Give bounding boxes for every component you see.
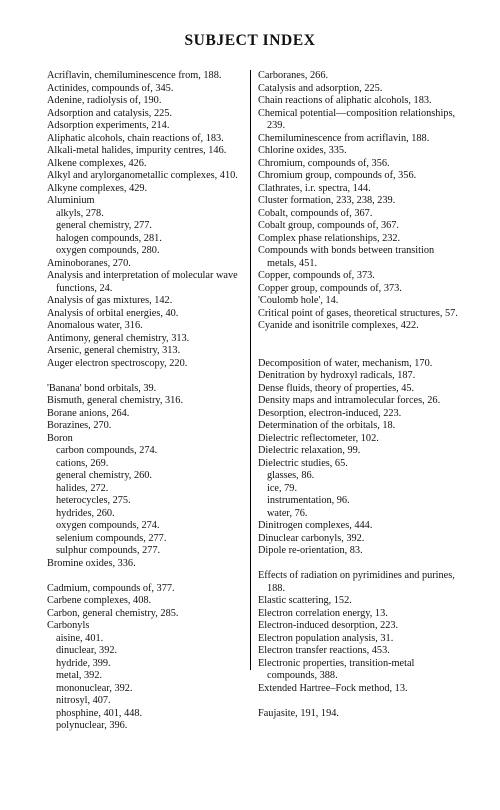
index-entry: Aluminium bbox=[47, 195, 95, 206]
page-title: SUBJECT INDEX bbox=[184, 32, 316, 49]
index-entry: Decomposition of water, mechanism, 170. bbox=[258, 357, 433, 369]
index-entry: Bismuth, general chemistry, 316. bbox=[47, 395, 184, 406]
index-entry: Arsenic, general chemistry, 313. bbox=[47, 345, 181, 356]
index-column-right bbox=[258, 70, 463, 720]
index-entry: Dinuclear carbonyls, 392. bbox=[258, 532, 365, 544]
index-subentry: halogen compounds, 281. bbox=[56, 232, 162, 244]
index-entry: Elastic scattering, 152. bbox=[258, 595, 352, 606]
index-entry: Chemical potential—composition relationships, 239. bbox=[258, 107, 456, 131]
index-entry: Electronic properties, transition-metal compounds, 388. bbox=[258, 657, 415, 681]
index-entry: Dielectric studies, 65. bbox=[258, 457, 348, 469]
index-entry: Extended Hartree–Fock method, 13. bbox=[258, 682, 408, 694]
index-entry: Dinitrogen complexes, 444. bbox=[258, 520, 373, 531]
index-subentry: instrumentation, 96. bbox=[267, 495, 350, 506]
column-divider bbox=[250, 70, 251, 670]
index-entry: Chain reactions of aliphatic alcohols, 183. bbox=[258, 95, 432, 106]
index-entry: Adsorption and catalysis, 225. bbox=[47, 107, 172, 119]
section-gap bbox=[258, 695, 463, 708]
index-subentry: nitrosyl, 407. bbox=[56, 695, 111, 706]
index-entry: Analysis of gas mixtures, 142. bbox=[47, 295, 173, 306]
index-subentry: sulphur compounds, 277. bbox=[56, 545, 161, 556]
index-entry: Complex phase relationships, 232. bbox=[258, 232, 401, 244]
index-subentry: polynuclear, 396. bbox=[56, 720, 128, 731]
index-entry: Alkali-metal halides, impurity centres, 146. bbox=[47, 145, 227, 156]
index-subentry: selenium compounds, 277. bbox=[56, 532, 167, 544]
index-entry: Electron correlation energy, 13. bbox=[258, 607, 388, 619]
index-entry: Clathrates, i.r. spectra, 144. bbox=[258, 182, 371, 194]
index-entry: Density maps and intramolecular forces, 26. bbox=[258, 395, 441, 406]
index-entry: Catalysis and adsorption, 225. bbox=[258, 82, 383, 94]
index-entry: Cadmium, compounds of, 377. bbox=[47, 582, 175, 594]
index-entry: Faujasite, 191, 194. bbox=[258, 707, 339, 719]
index-entry: Cluster formation, 233, 238, 239. bbox=[258, 195, 396, 206]
index-entry: Analysis of orbital energies, 40. bbox=[47, 307, 179, 319]
index-entry: Alkyl and arylorganometallic complexes, 410. bbox=[47, 170, 238, 181]
index-entry: Analysis and interpretation of molecular wave functions, 24. bbox=[47, 270, 238, 294]
index-entry: Borazines, 270. bbox=[47, 420, 112, 431]
index-column-left bbox=[47, 70, 243, 733]
section-gap bbox=[47, 370, 243, 383]
index-entry: Chemiluminescence from acriflavin, 188. bbox=[258, 132, 430, 144]
index-subentry: mononuclear, 392. bbox=[56, 682, 133, 694]
index-entry: Carboranes, 266. bbox=[258, 70, 329, 81]
index-subentry: hydrides, 260. bbox=[56, 507, 115, 519]
index-entry: Desorption, electron-induced, 223. bbox=[258, 407, 402, 419]
index-entry: Boron bbox=[47, 432, 73, 444]
index-subentry: glasses, 86. bbox=[267, 470, 315, 481]
index-entry: Chlorine oxides, 335. bbox=[258, 145, 347, 156]
index-subentry: carbon compounds, 274. bbox=[56, 445, 158, 456]
index-entry: Electron-induced desorption, 223. bbox=[258, 620, 399, 631]
index-entry: 'Banana' bond orbitals, 39. bbox=[47, 382, 157, 394]
index-entry: Chromium group, compounds of, 356. bbox=[258, 170, 417, 181]
index-entry: 'Coulomb hole', 14. bbox=[258, 295, 339, 306]
index-subentry: general chemistry, 277. bbox=[56, 220, 152, 231]
index-entry: Denitration by hydroxyl radicals, 187. bbox=[258, 370, 416, 381]
index-entry: Actinides, compounds of, 345. bbox=[47, 82, 174, 94]
index-entry: Dipole re-orientation, 83. bbox=[258, 545, 363, 556]
index-entry: Effects of radiation on pyrimidines and purines, 188. bbox=[258, 570, 455, 594]
index-entry: Borane anions, 264. bbox=[47, 407, 130, 419]
index-subentry: oxygen compounds, 274. bbox=[56, 520, 160, 531]
index-subentry: dinuclear, 392. bbox=[56, 645, 118, 656]
index-entry: Dense fluids, theory of properties, 45. bbox=[258, 382, 415, 394]
section-gap bbox=[258, 345, 463, 358]
index-entry: Cyanide and isonitrile complexes, 422. bbox=[258, 320, 419, 331]
index-entry: Antimony, general chemistry, 313. bbox=[47, 332, 190, 344]
index-entry: Adsorption experiments, 214. bbox=[47, 120, 170, 131]
index-entry: Chromium, compounds of, 356. bbox=[258, 157, 390, 169]
index-subentry: oxygen compounds, 280. bbox=[56, 245, 160, 256]
index-subentry: phosphine, 401, 448. bbox=[56, 707, 143, 719]
index-subentry: hydride, 399. bbox=[56, 657, 111, 669]
index-entry: Electron transfer reactions, 453. bbox=[258, 645, 390, 656]
index-entry: Cobalt group, compounds of, 367. bbox=[258, 220, 399, 231]
index-subentry: water, 76. bbox=[267, 507, 308, 519]
index-entry: Dielectric relaxation, 99. bbox=[258, 445, 361, 456]
index-entry: Electron population analysis, 31. bbox=[258, 632, 394, 644]
index-subentry: halides, 272. bbox=[56, 482, 109, 494]
index-entry: Acriflavin, chemiluminescence from, 188. bbox=[47, 70, 222, 81]
index-entry: Aliphatic alcohols, chain reactions of, 183. bbox=[47, 132, 224, 144]
index-entry: Alkene complexes, 426. bbox=[47, 157, 147, 169]
index-entry: Carbon, general chemistry, 285. bbox=[47, 607, 179, 619]
index-entry: Aminoboranes, 270. bbox=[47, 257, 131, 269]
index-entry: Carbonyls bbox=[47, 620, 90, 631]
index-entry: Carbene complexes, 408. bbox=[47, 595, 152, 606]
index-entry: Dielectric reflectometer, 102. bbox=[258, 432, 379, 444]
index-subentry: aisine, 401. bbox=[56, 632, 104, 644]
index-entry: Copper group, compounds of, 373. bbox=[258, 282, 402, 294]
index-entry: Bromine oxides, 336. bbox=[47, 557, 136, 569]
section-gap bbox=[47, 570, 243, 583]
index-subentry: metal, 392. bbox=[56, 670, 103, 681]
index-entry: Determination of the orbitals, 18. bbox=[258, 420, 396, 431]
index-entry: Cobalt, compounds of, 367. bbox=[258, 207, 373, 219]
index-entry: Critical point of gases, theoretical structures, 57. bbox=[258, 307, 458, 319]
index-subentry: general chemistry, 260. bbox=[56, 470, 152, 481]
index-subentry: alkyls, 278. bbox=[56, 207, 104, 219]
index-entry: Alkyne complexes, 429. bbox=[47, 182, 148, 194]
section-gap bbox=[258, 333, 463, 346]
index-entry: Compounds with bonds between transition metals, 451. bbox=[258, 245, 435, 269]
index-subentry: heterocycles, 275. bbox=[56, 495, 131, 506]
index-entry: Anomalous water, 316. bbox=[47, 320, 143, 331]
index-entry: Adenine, radiolysis of, 190. bbox=[47, 95, 162, 106]
index-subentry: cations, 269. bbox=[56, 457, 109, 469]
index-entry: Auger electron spectroscopy, 220. bbox=[47, 357, 188, 369]
section-gap bbox=[258, 558, 463, 571]
index-entry: Copper, compounds of, 373. bbox=[258, 270, 375, 281]
index-subentry: ice, 79. bbox=[267, 482, 298, 494]
